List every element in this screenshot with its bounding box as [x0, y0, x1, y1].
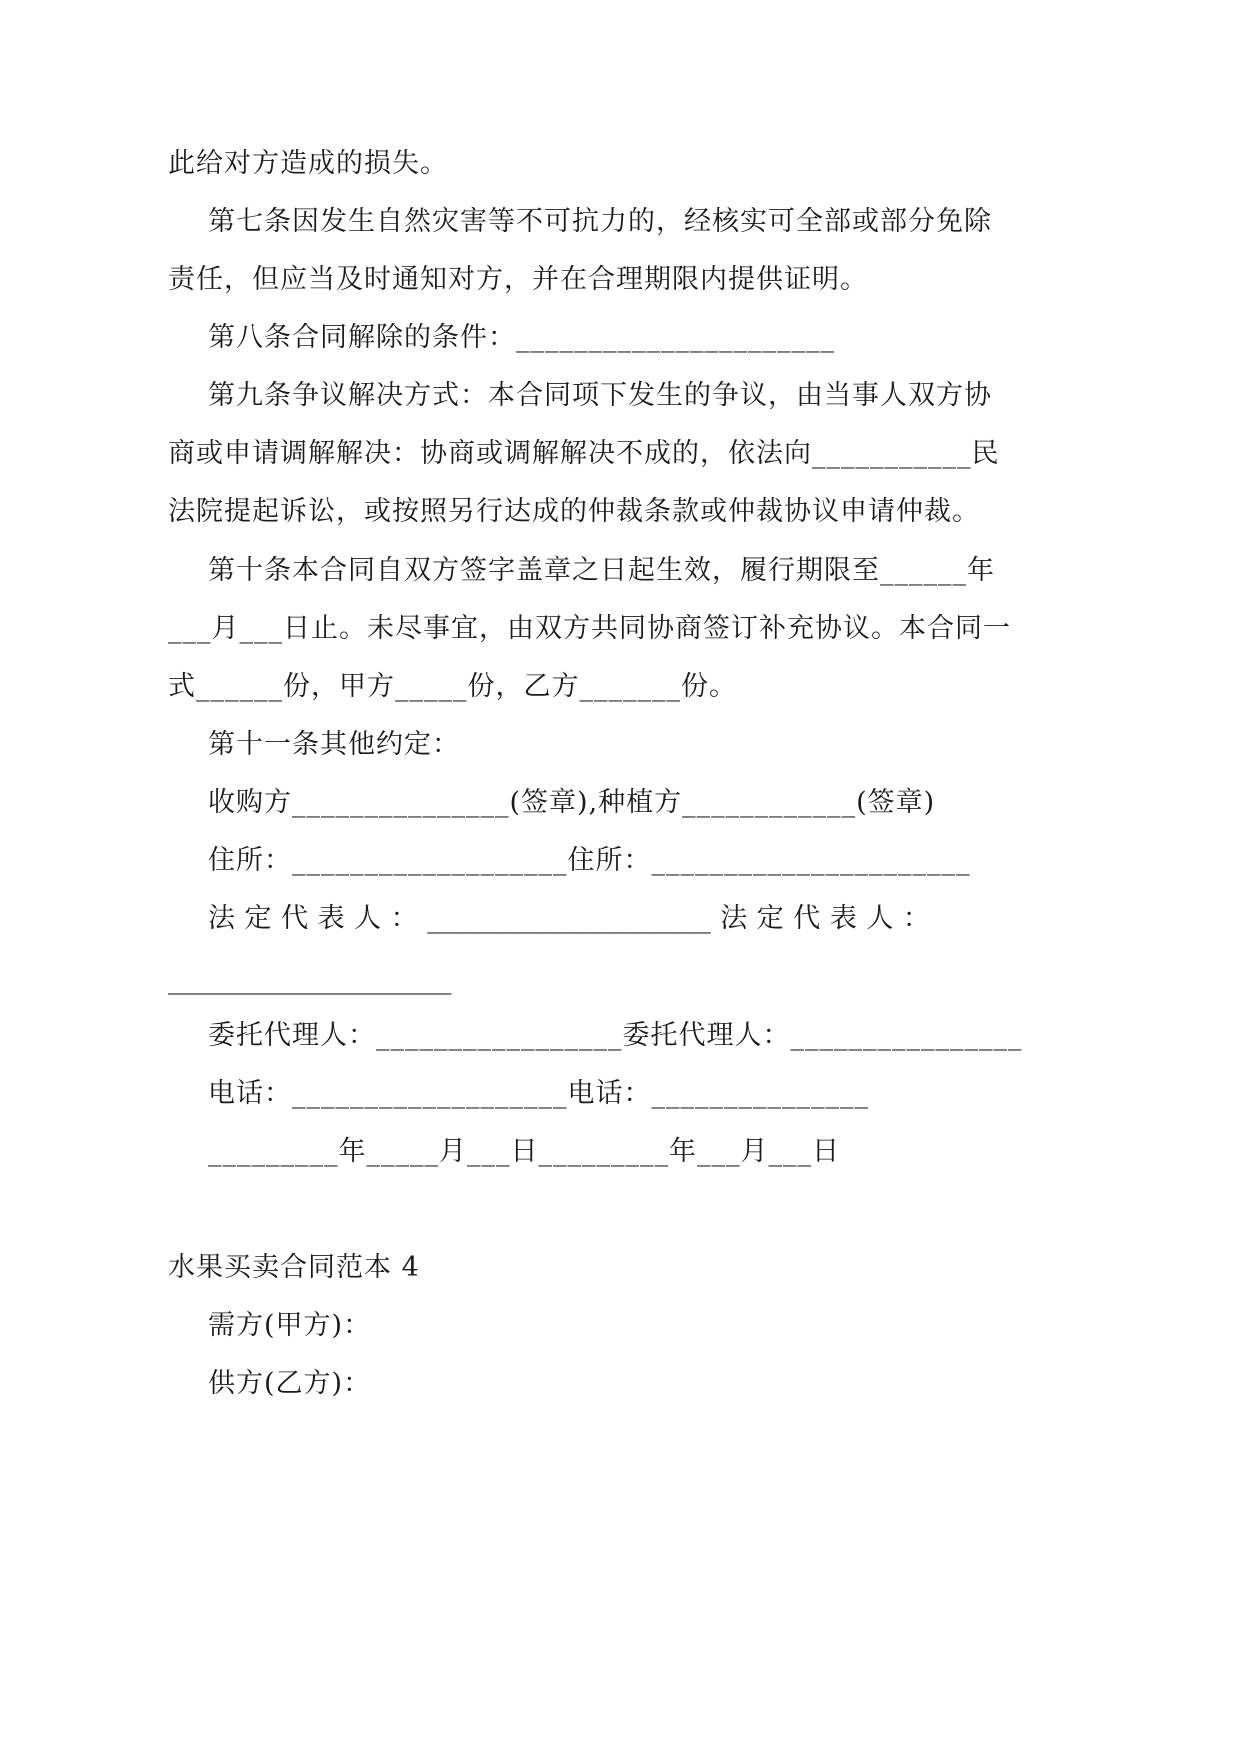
phone-line: 电话：___________________电话：_______________	[208, 1078, 869, 1109]
rep-char: ：	[390, 903, 418, 934]
rep-char: 法	[208, 903, 235, 934]
article-10-line-3: 式______份，甲方_____份，乙方_______份。	[168, 671, 737, 702]
signature-buyer-planter: 收购方_______________(签章),种植方____________(签章)	[208, 787, 936, 818]
legal-representative-line	[208, 901, 930, 937]
article-9-line-1: 第九条争议解决方式：本合同项下发生的争议，由当事人双方协	[208, 380, 992, 411]
supplier-party-b: 供方(乙方)：	[208, 1368, 372, 1399]
agent-line: 委托代理人：_________________委托代理人：________________	[208, 1020, 1023, 1051]
article-9-line-2: 商或申请调解解决：协商或调解解决不成的，依法向___________民	[168, 438, 1000, 469]
article-9-line-3: 法院提起诉讼，或按照另行达成的仲裁条款或仲裁协议申请仲裁。	[168, 496, 980, 527]
article-10-line-2: ___月___日止。未尽事宜，由双方共同协商签订补充协议。本合同一	[168, 613, 1011, 644]
article-10-line-1: 第十条本合同自双方签字盖章之日起生效，履行期限至______年	[208, 555, 995, 586]
text-line: 此给对方造成的损失。	[168, 148, 448, 179]
rep-char: 表	[829, 903, 857, 934]
rep-char: 法	[720, 903, 748, 934]
rep-char: 代	[793, 903, 821, 934]
legal-representative-continuation: _____________________	[168, 964, 452, 995]
section-title: 水果买卖合同范本 4	[168, 1252, 420, 1283]
buyer-party-a: 需方(甲方)：	[208, 1310, 372, 1341]
rep-char: 人	[354, 903, 382, 934]
rep-char: 代	[281, 903, 309, 934]
rep-char: 定	[756, 903, 784, 934]
article-11: 第十一条其他约定：	[208, 729, 460, 760]
rep-char: ：	[902, 903, 930, 934]
article-8: 第八条合同解除的条件：______________________	[208, 322, 835, 353]
article-7-line-2: 责任，但应当及时通知对方，并在合理期限内提供证明。	[168, 264, 868, 295]
address-line: 住所：___________________住所：______________________	[208, 845, 971, 876]
rep-char: 定	[244, 903, 272, 934]
rep-blank: _____________________	[427, 903, 711, 934]
article-7-line-1: 第七条因发生自然灾害等不可抗力的，经核实可全部或部分免除	[208, 206, 992, 237]
date-line: _________年_____月___日_________年___月___日	[208, 1136, 840, 1167]
rep-char: 人	[866, 903, 894, 934]
rep-char: 表	[317, 903, 345, 934]
